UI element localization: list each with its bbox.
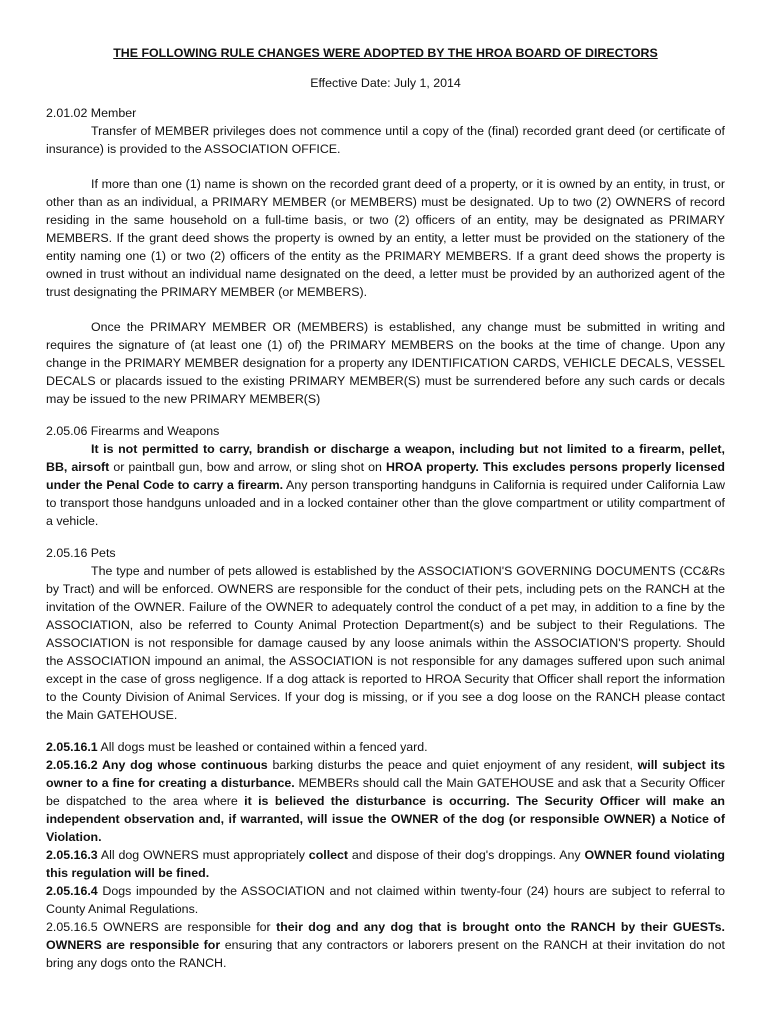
rule-3-bold-2: OWNER found violating this regulation will be fined. (46, 848, 725, 880)
rule-2-05-16-1 (46, 738, 725, 756)
member-paragraph-3: Once the PRIMARY MEMBER OR (MEMBERS) is established, any change must be submitted in writing and requires the signature of (at least one (1) of) the PRIMARY MEMBERS on the books at the time of change. Upon any change in the PRIMARY MEMBER designation for a property any IDENTIFICATION CARDS, VEHICLE DECALS, VESSEL DECALS or placards issued to the existing PRIMARY MEMBER(S) must be surrendered before any such cards or decals may be issued to the new PRIMARY MEMBER(S) (46, 320, 725, 406)
member-paragraph-2: If more than one (1) name is shown on the recorded grant deed of a property, or it is owned by an entity, in trust, or other than as an individual, a PRIMARY MEMBER (or MEMBERS) must be designated. Up to two (2) OWNERS of record residing in the same household on a full-time basis, or two (2) officers of an entity, may be designated as PRIMARY MEMBERS. If the grant deed shows the property is owned by an entity, a letter must be provided on the stationery of the entity naming one (1) or two (2) officers of the entity as the PRIMARY MEMBERS. If a grant deed shows the property is owned in trust without an individual name designated on the deed, a letter must be provided by an authorized agent of the trust designating the PRIMARY MEMBER (or MEMBERS). (46, 177, 725, 299)
rule-5-text-2: ensuring that any contractors or laborers present on the RANCH at their invitation do not bring any dogs onto the RANCH. (46, 938, 725, 970)
member-heading: 2.01.02 Member (46, 106, 137, 120)
document-body (46, 44, 725, 972)
firearms-bold-2: HROA property. This excludes persons properly licensed under the Penal Code to carry a firearm. (46, 460, 725, 492)
rule-1-number: 2.05.16.1 (46, 740, 98, 754)
rule-2-05-16-5 (46, 918, 725, 972)
rule-2-bold-1: 2.05.16.2 Any dog whose continuous (46, 758, 268, 772)
rule-3-number: 2.05.16.3 (46, 848, 98, 862)
rule-3-text-2: and dispose of their dog's droppings. Any (348, 848, 585, 862)
effective-date: Effective Date: July 1, 2014 (310, 76, 461, 90)
firearms-bold-1: It is not permitted to carry, brandish or discharge a weapon, including but not limited to a firearm, pellet, BB, airsoft (46, 442, 725, 474)
rule-2-bold-3: it is believed the disturbance is occurring. The Security Officer will make an independent observation and, if warranted, will issue the OWNER of the dog (or responsible OWNER) a Notice of Violation. (46, 794, 726, 844)
rule-5-text-1: 2.05.16.5 OWNERS are responsible for (46, 920, 277, 934)
rule-4-text: Dogs impounded by the ASSOCIATION and not claimed within twenty-four (24) hours are subject to referral to County Animal Regulations. (46, 884, 725, 916)
rule-3-text-1: All dog OWNERS must appropriately (97, 848, 309, 862)
rule-1-text: All dogs must be leashed or contained within a fenced yard. (97, 740, 428, 754)
firearms-text-2: Any person transporting handguns in California is required under California Law to transport those handguns unloaded and in a locked container other than the glove compartment or utility compartment of a vehicle. (46, 478, 725, 528)
rule-2-text-2: MEMBERs should call the Main GATEHOUSE and ask that a Security Officer be dispatched to the area where (46, 776, 725, 808)
rule-2-05-16-3 (46, 846, 725, 882)
rule-2-text-1: barking disturbs the peace and quiet enjoyment of any resident, (267, 758, 638, 772)
firearms-paragraph (46, 440, 725, 530)
rule-4-number: 2.05.16.4 (46, 884, 98, 898)
rule-2-05-16-2 (46, 756, 725, 846)
pets-paragraph: The type and number of pets allowed is established by the ASSOCIATION'S GOVERNING DOCUMENTS (CC&Rs by Tract) and will be enforced. OWNERS are responsible for the conduct of their pets, including pets on the RANCH at the invitation of the OWNER. Failure of the OWNER to adequately control the conduct of a pet may, in addition to a fine by the ASSOCIATION, also be referred to County Animal Protection Department(s) and be subject to their Regulations. The ASSOCIATION is not responsible for damage caused by any loose animals within the ASSOCIATION'S property. Should the ASSOCIATION impound an animal, the ASSOCIATION is not responsible for any damages suffered upon such animal except in the case of gross negligence. If a dog attack is reported to HROA Security that Officer shall report the information to the County Division of Animal Services. If your dog is missing, or if you see a dog loose on the RANCH please contact the Main GATEHOUSE. (46, 564, 725, 722)
pets-heading: 2.05.16 Pets (46, 546, 116, 560)
section-firearms (46, 422, 725, 530)
member-paragraph-1: Transfer of MEMBER privileges does not commence until a copy of the (final) recorded grant deed (or certificate of insurance) is provided to the ASSOCIATION OFFICE. (46, 124, 725, 156)
firearms-heading: 2.05.06 Firearms and Weapons (46, 424, 220, 438)
section-member (46, 104, 725, 408)
rule-5-bold-1: their dog and any dog that is brought onto the RANCH by their GUESTs. OWNERS are responsible for (46, 920, 725, 952)
rule-3-bold-1: collect (308, 848, 349, 862)
rule-2-bold-2: will subject its owner to a fine for creating a disturbance. (46, 758, 725, 790)
document-title: THE FOLLOWING RULE CHANGES WERE ADOPTED BY THE HROA BOARD OF DIRECTORS (113, 46, 658, 60)
rule-2-05-16-4 (46, 882, 725, 918)
firearms-text-1: or paintball gun, bow and arrow, or sling shot on (109, 460, 386, 474)
section-pets (46, 544, 725, 724)
